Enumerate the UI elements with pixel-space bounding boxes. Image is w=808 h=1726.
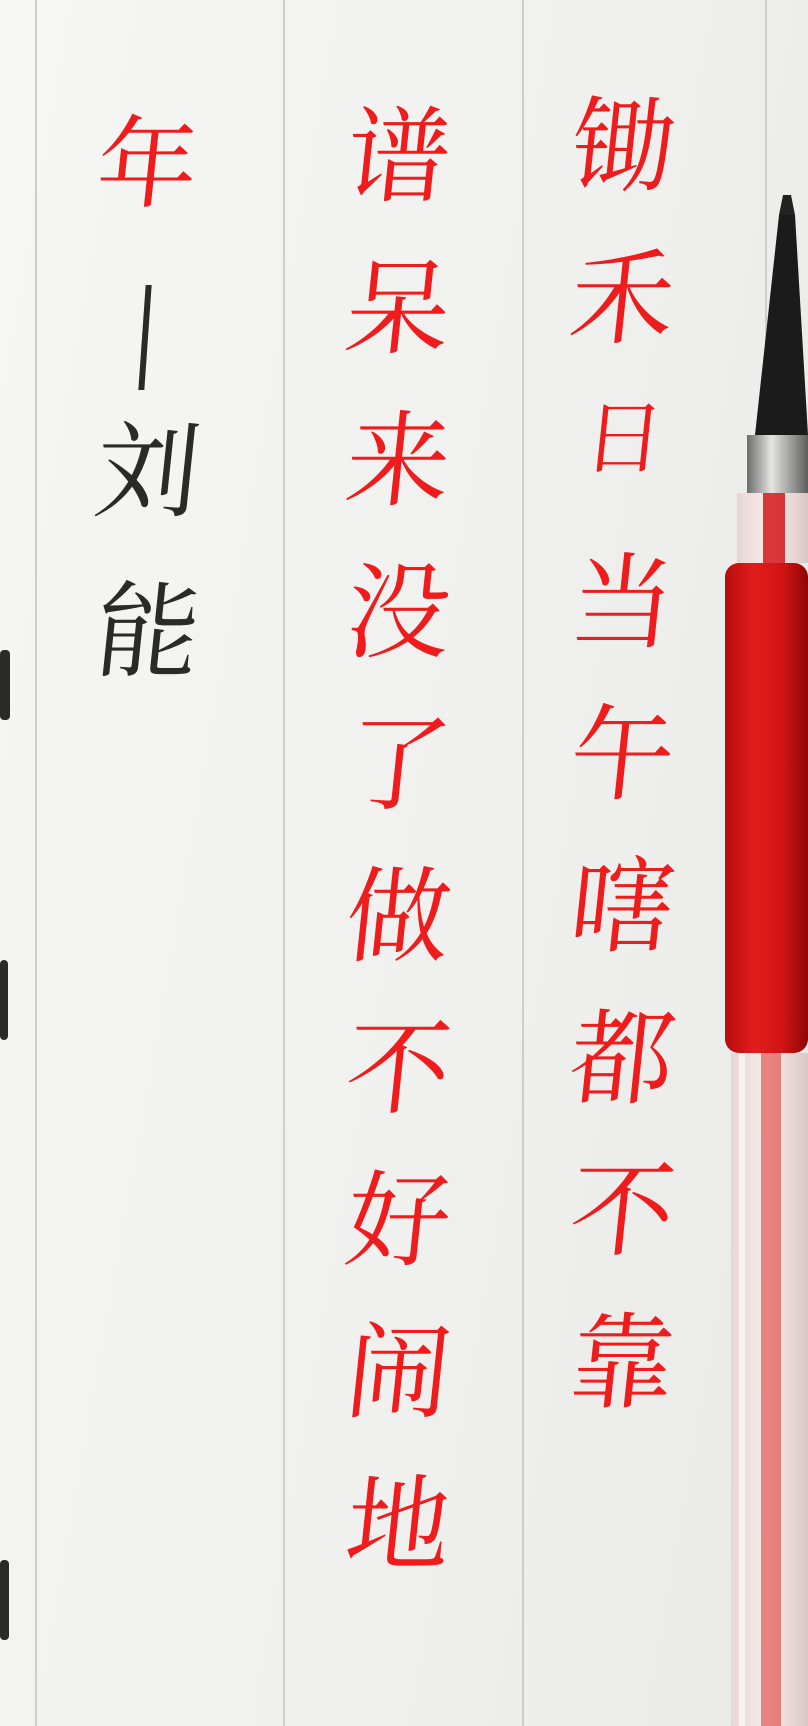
poem-char: 午 bbox=[564, 694, 681, 816]
pen-ink-tube bbox=[763, 493, 785, 563]
poem-column-middle bbox=[316, 96, 476, 1625]
signature-column bbox=[75, 106, 215, 740]
poem-char: 闹 bbox=[340, 1312, 457, 1434]
poem-char: 禾 bbox=[564, 238, 681, 360]
edge-ink-mark bbox=[0, 1560, 9, 1640]
signature-char: 刘 bbox=[89, 411, 207, 533]
pen-cone bbox=[755, 215, 808, 435]
poem-char: 谱 bbox=[340, 96, 457, 218]
ruled-line bbox=[522, 0, 524, 1726]
poem-char: 不 bbox=[340, 1008, 457, 1130]
poem-char: 地 bbox=[340, 1464, 457, 1586]
poem-char: 都 bbox=[564, 998, 681, 1120]
pen-grip bbox=[725, 563, 808, 1053]
poem-char: 没 bbox=[340, 552, 457, 674]
signature-char: 能 bbox=[89, 571, 207, 693]
year-char: 年 bbox=[91, 106, 204, 223]
poem-char: 当 bbox=[564, 542, 681, 664]
poem-char: 做 bbox=[340, 856, 457, 978]
poem-column-right bbox=[540, 86, 700, 1463]
red-pen bbox=[725, 195, 808, 1726]
edge-ink-mark bbox=[0, 960, 8, 1040]
poem-char: 了 bbox=[340, 704, 457, 826]
poem-char: 嗐 bbox=[564, 846, 681, 968]
poem-char: 呆 bbox=[340, 248, 457, 370]
signature-dash bbox=[138, 285, 151, 390]
poem-char: 来 bbox=[340, 400, 457, 522]
poem-char: 好 bbox=[340, 1160, 457, 1282]
poem-char: 靠 bbox=[564, 1302, 681, 1424]
pen-tip bbox=[779, 195, 795, 215]
poem-char: 日 bbox=[578, 392, 669, 485]
pen-barrel-highlight bbox=[739, 1053, 745, 1726]
ruled-line bbox=[283, 0, 285, 1726]
poem-char: 锄 bbox=[564, 86, 681, 208]
poem-char: 不 bbox=[564, 1150, 681, 1272]
pen-metal-ring bbox=[747, 435, 808, 493]
pen-barrel-ink bbox=[761, 1053, 781, 1726]
edge-ink-mark bbox=[0, 650, 10, 720]
ruled-line bbox=[35, 0, 37, 1726]
